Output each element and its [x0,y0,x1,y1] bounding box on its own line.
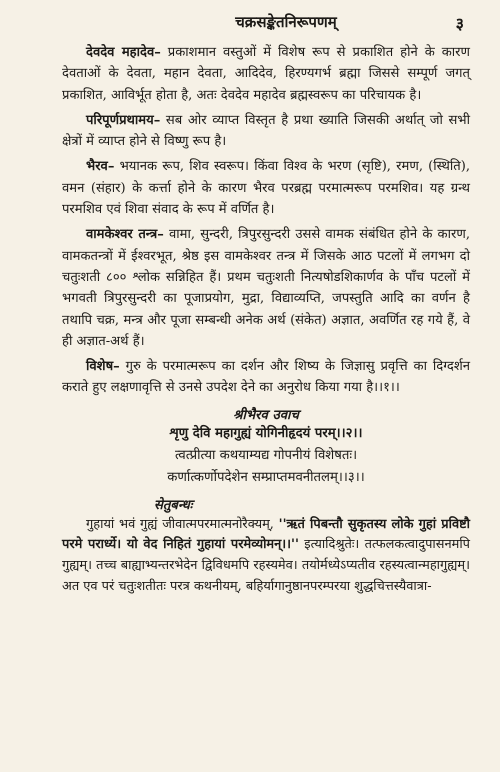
commentary-rest: इत्यादिश्रुतेः। तत्फलकत्वादुपासनमपि गुह्यम्। तच्च बाह्याभ्यन्तरभेदेन द्विविधमपि रहस्यमेव। तयोर्मध्येऽप्यतीव रहस्यत्वान्महागुह्यम्। अत एव परं चतुःशतीतः परत्र कथनीयम्, बहिर्यागानुष्ठानपरम्परया शुद्धचित्तस्यैवात्रा- [62,537,470,594]
commentary-paragraph [62,515,470,597]
gloss-text: प्रकाशमान वस्तुओं में विशेष रूप से प्रकाशित होने के कारण देवताओं के देवता, महान देवता, आदिदेव, हिरण्यगर्भ ब्रह्मा जिससे सम्पूर्ण जगत् प्रकाशित, आविर्भूत होता है, अतः देवदेव महादेव ब्रह्मस्वरूप का परिचायक है। [62,45,470,103]
commentary [62,515,470,597]
gloss-section [62,42,470,399]
commentary-heading: सेतुबन्धः [154,497,193,513]
gloss-paragraph [62,110,470,153]
gloss-text: सब ओर व्याप्त विस्तृत है प्रथा ख्याति जिसकी अर्थात् जो सभी क्षेत्रों में व्याप्त होने से विष्णु रूप है। [62,112,470,150]
chapter-title: चक्रसङ्केतनिरूपणम् [235,13,337,31]
gloss-term: देवदेव महादेव– [86,45,161,60]
speaker-heading: श्रीभैरव उवाच [233,407,299,423]
verse-block [62,423,470,489]
page-header [62,12,470,38]
gloss-term: भैरव– [86,159,115,175]
gloss-text: गुरु के परमात्मरूप का दर्शन और शिष्य के जिज्ञासु प्रवृत्ति का दिग्दर्शन कराते हुए लक्षणावृत्ति से उनसे उपदेश देने का अनुरोध किया गया है।।१।। [62,359,470,396]
verse-line: त्वत्प्रीत्या कथयाम्यद्य गोपनीयं विशेषतः। [174,447,358,463]
gloss-paragraph [62,156,470,220]
gloss-text: भयानक रूप, शिव स्वरूप। किंवा विश्व के भरण (सृष्टि), रमण, (स्थिति), वमन (संहार) के कर्त्ता होने के कारण भैरव परब्रह्म परमात्मरूप परमशिव। यह ग्रन्थ परमशिव एवं शिवा संवाद के रूप में वर्णित है। [62,159,470,218]
gloss-paragraph [62,224,470,352]
verse-line: कर्णात्कर्णोपदेशेन सम्प्राप्तमवनीतलम्।।३।। [167,469,365,485]
gloss-term: परिपूर्णप्रथामय– [86,112,161,128]
gloss-text: वामा, सुन्दरी, त्रिपुरसुन्दरी उससे वामक संबंधित होने के कारण, वामकतन्त्रों में ईश्वरभूत, श्रेष्ठ इस वामकेश्वर तन्त्र में जिसके आठ पटलों में लगभग दो चतुःशती ८०० श्लोक सन्निहित हैं। प्रथम चतुःशती नित्यषोडशिकार्णव के पाँच पटलों में भगवती त्रिपुरसुन्दरी का पूजाप्रयोग, मुद्रा, विद्याव्यप्ति, जपस्तुति आदि का वर्णन है तथापि चक्र, मन्त्र और पूजा सम्बन्धी अनेक अर्थ (संकेत) अज्ञात, अवर्णित रह गये हैं, वे ही अज्ञात-अर्थ हैं। [62,227,470,349]
gloss-paragraph [62,356,470,399]
verse-line: शृणु देवि महागुह्यं योगिनीहृदयं परम्।।२।। [169,425,363,441]
commentary-intro: गुहायां भवं गुह्यं जीवात्मपरमात्मनोरैक्यम्, [86,516,279,532]
gloss-term: वामकेश्वर तन्त्र– [86,227,164,243]
page-number: ३ [455,14,464,33]
gloss-term: विशेष– [86,359,120,375]
gloss-paragraph [62,42,470,106]
commentary-quote: ''ऋतं पिबन्तौ सुकृतस्य लोके गुहां प्रविष्टौ परमे परार्ध्ये। यो वेद निहितं गुहायां परमेव्योमन्।।'' [62,516,470,553]
